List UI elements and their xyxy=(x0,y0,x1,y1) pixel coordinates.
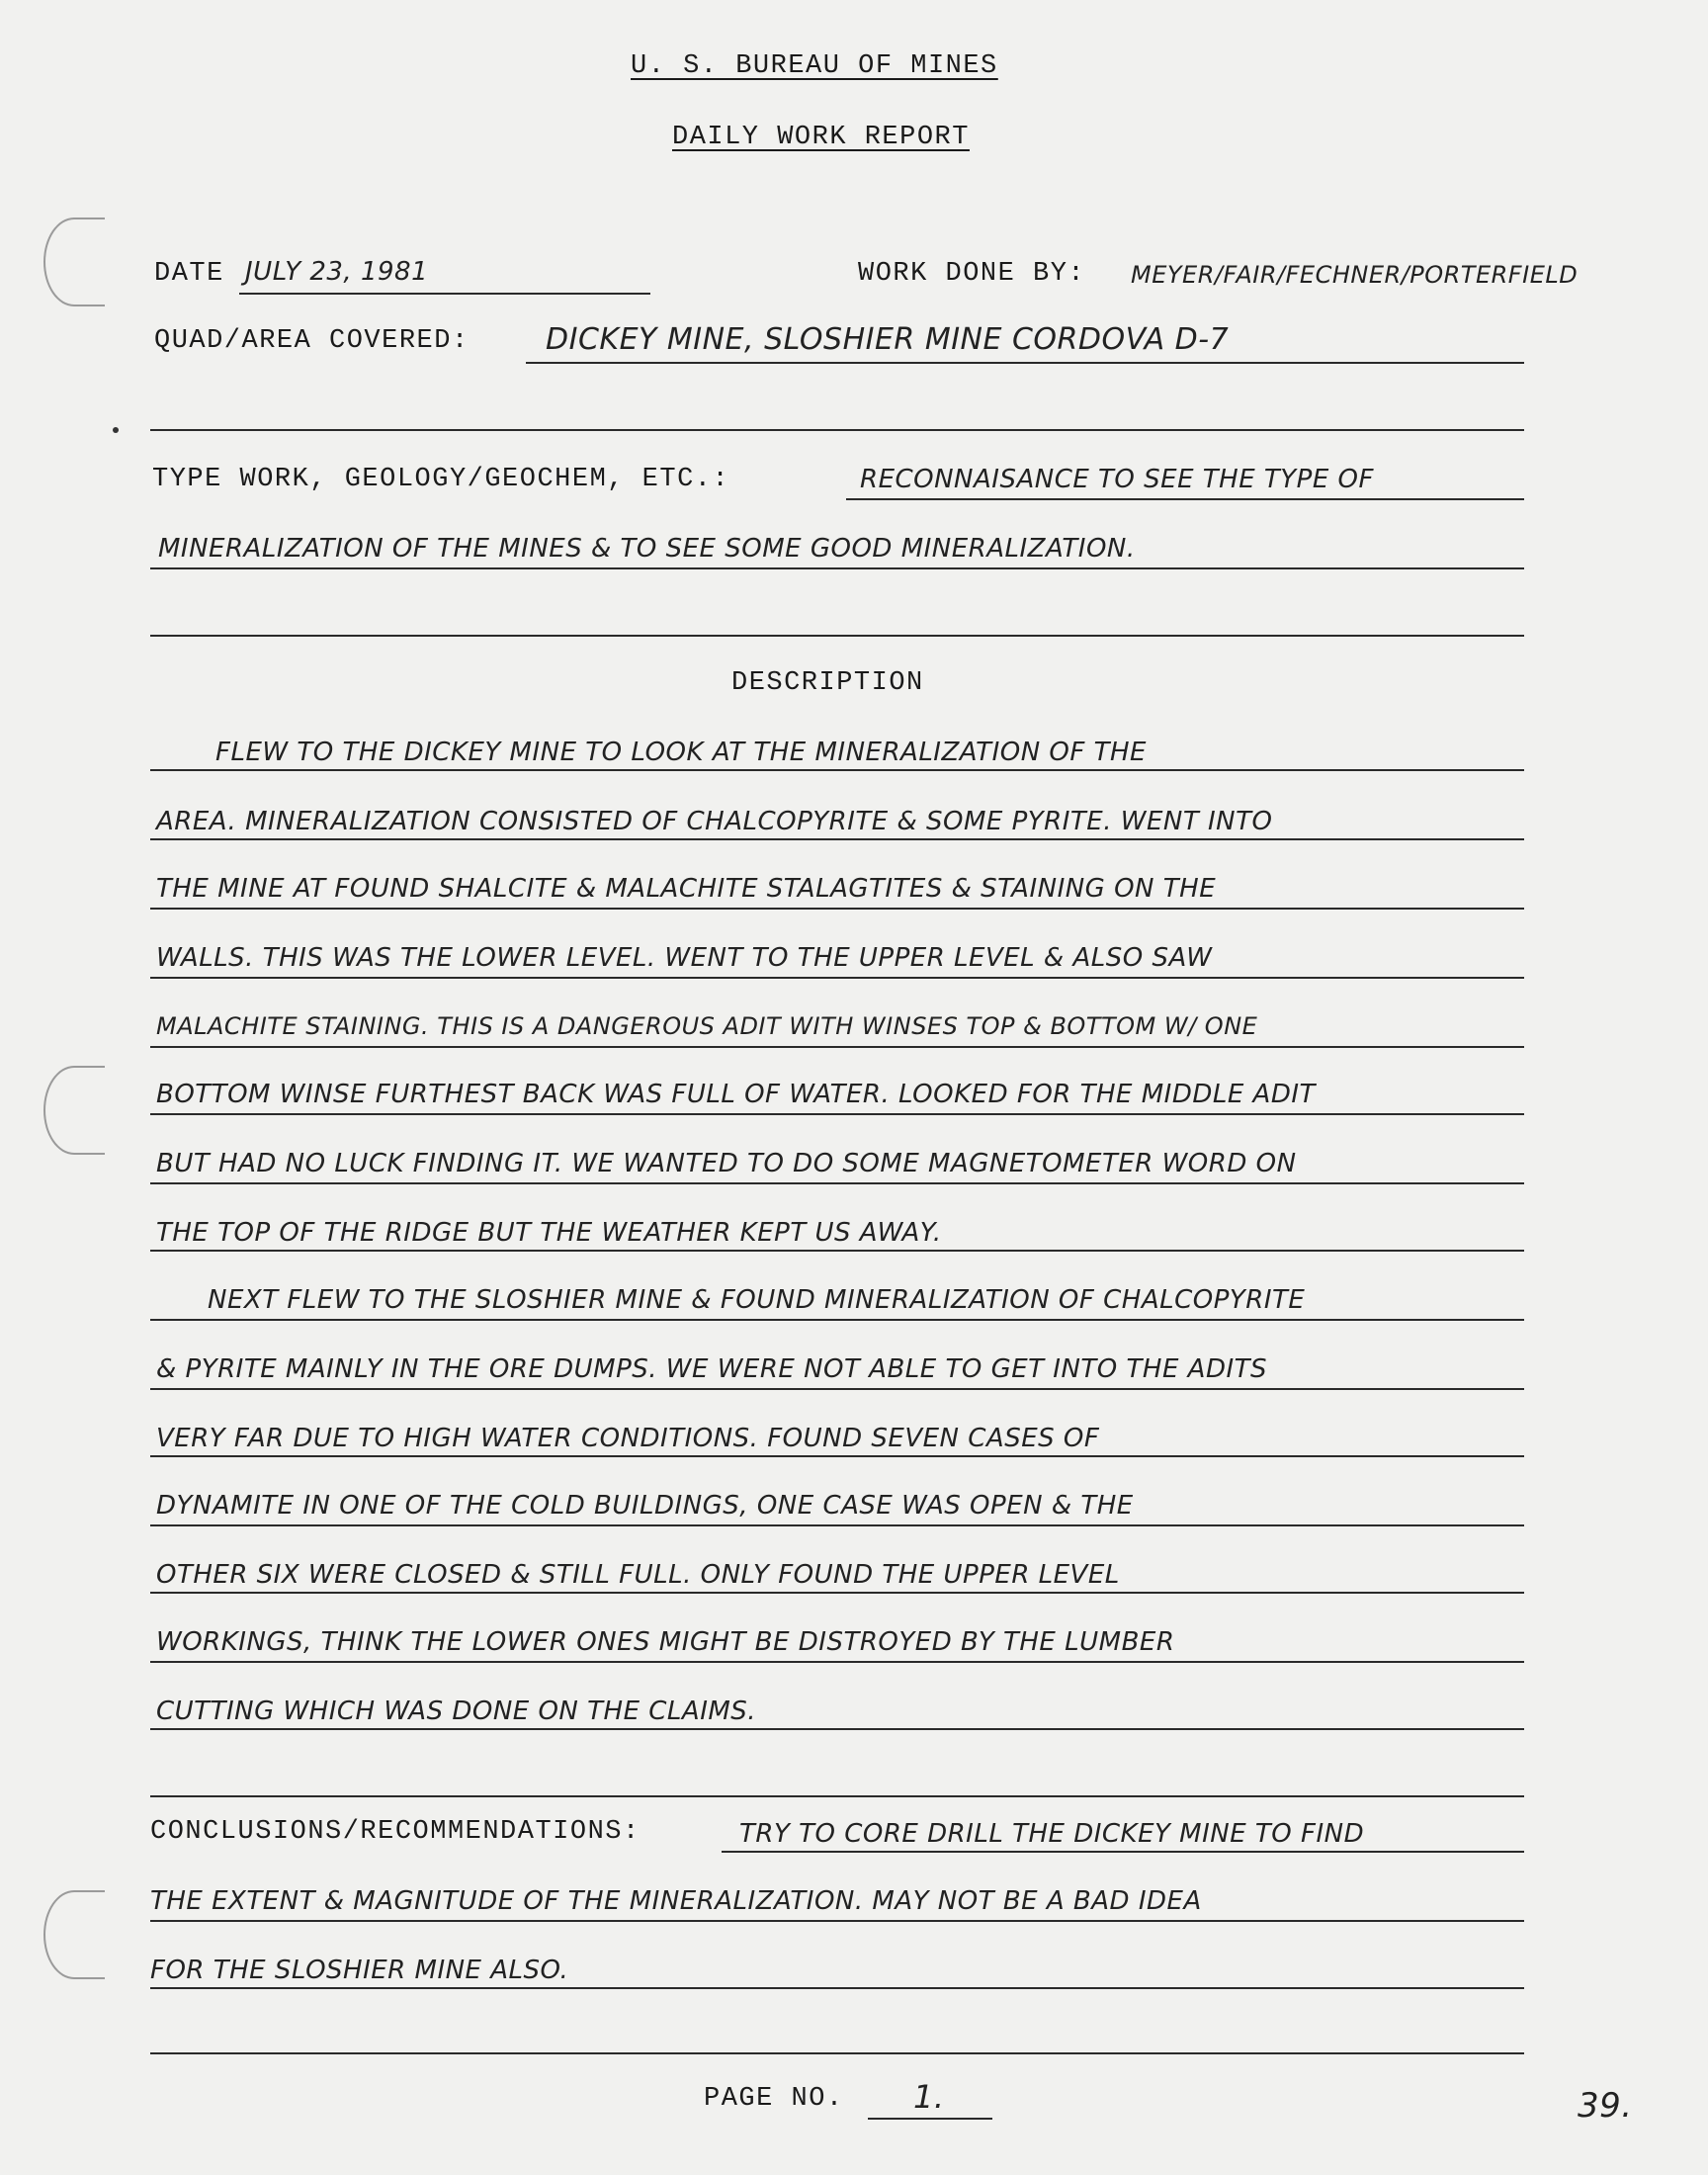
description-rule xyxy=(150,977,1524,979)
page-number-value: 1. xyxy=(913,2078,945,2116)
type-work-line-2: MINERALIZATION OF THE MINES & TO SEE SOME GOOD MINERALIZATION. xyxy=(158,534,1136,564)
conclusions-rule xyxy=(722,1851,1524,1853)
hole-punch-bottom xyxy=(43,1890,105,1979)
description-line: OTHER SIX WERE CLOSED & STILL FULL. ONLY FOUND THE UPPER LEVEL xyxy=(156,1560,1120,1590)
hole-punch-middle xyxy=(43,1066,105,1155)
conclusions-rule-blank xyxy=(150,2052,1524,2054)
description-line: WALLS. THIS WAS THE LOWER LEVEL. WENT TO THE UPPER LEVEL & ALSO SAW xyxy=(156,943,1213,973)
description-rule xyxy=(150,1728,1524,1730)
description-rule xyxy=(150,1592,1524,1594)
description-line: AREA. MINERALIZATION CONSISTED OF CHALCOPYRITE & SOME PYRITE. WENT INTO xyxy=(156,807,1273,836)
description-rule xyxy=(150,769,1524,771)
work-done-by-label: WORK DONE BY: xyxy=(858,259,1086,289)
description-line: WORKINGS, THINK THE LOWER ONES MIGHT BE DISTROYED BY THE LUMBER xyxy=(156,1627,1175,1657)
date-value: JULY 23, 1981 xyxy=(245,257,429,287)
description-rule xyxy=(150,908,1524,910)
conclusions-line: FOR THE SLOSHIER MINE ALSO. xyxy=(150,1956,569,1985)
description-rule xyxy=(150,1524,1524,1526)
quad-label: QUAD/AREA COVERED: xyxy=(154,326,470,356)
conclusions-rule xyxy=(150,1920,1524,1922)
description-line: NEXT FLEW TO THE SLOSHIER MINE & FOUND MINERALIZATION OF CHALCOPYRITE xyxy=(208,1285,1306,1315)
description-rule xyxy=(150,838,1524,840)
description-line: THE TOP OF THE RIDGE BUT THE WEATHER KEPT US AWAY. xyxy=(156,1218,942,1248)
type-work-rule-1 xyxy=(846,498,1524,500)
description-rule xyxy=(150,1046,1524,1048)
description-rule-blank xyxy=(150,1795,1524,1797)
conclusions-label: CONCLUSIONS/RECOMMENDATIONS: xyxy=(150,1817,640,1847)
sheet-number: 39. xyxy=(1578,2086,1633,2126)
description-line: CUTTING WHICH WAS DONE ON THE CLAIMS. xyxy=(156,1696,757,1726)
description-line: BOTTOM WINSE FURTHEST BACK WAS FULL OF WATER. LOOKED FOR THE MIDDLE ADIT xyxy=(156,1080,1316,1109)
description-line: FLEW TO THE DICKEY MINE TO LOOK AT THE MINERALIZATION OF THE xyxy=(215,738,1147,767)
description-rule xyxy=(150,1250,1524,1252)
quad-rule xyxy=(526,362,1524,364)
description-rule xyxy=(150,1388,1524,1390)
type-work-label: TYPE WORK, GEOLOGY/GEOCHEM, ETC.: xyxy=(152,465,730,494)
stray-mark xyxy=(113,427,119,433)
conclusions-line: THE EXTENT & MAGNITUDE OF THE MINERALIZATION. MAY NOT BE A BAD IDEA xyxy=(150,1886,1202,1916)
description-rule xyxy=(150,1182,1524,1184)
agency-title: U. S. BUREAU OF MINES xyxy=(631,51,998,81)
page-number-rule xyxy=(868,2118,992,2120)
type-work-rule-2 xyxy=(150,567,1524,569)
quad-value: DICKEY MINE, SLOSHIER MINE CORDOVA D-7 xyxy=(546,322,1230,357)
quad-rule-2 xyxy=(150,429,1524,431)
description-line: & PYRITE MAINLY IN THE ORE DUMPS. WE WERE NOT ABLE TO GET INTO THE ADITS xyxy=(156,1354,1268,1384)
description-line: THE MINE AT FOUND SHALCITE & MALACHITE STALAGTITES & STAINING ON THE xyxy=(156,874,1217,904)
type-work-rule-3 xyxy=(150,635,1524,637)
description-line: VERY FAR DUE TO HIGH WATER CONDITIONS. FOUND SEVEN CASES OF xyxy=(156,1424,1100,1453)
page-number-label: PAGE NO. xyxy=(704,2084,844,2114)
work-done-by-value: MEYER/FAIR/FECHNER/PORTERFIELD xyxy=(1131,261,1579,289)
date-rule xyxy=(239,293,650,295)
form-title: DAILY WORK REPORT xyxy=(672,123,970,152)
conclusions-line: TRY TO CORE DRILL THE DICKEY MINE TO FIND xyxy=(739,1819,1365,1849)
conclusions-rule xyxy=(150,1987,1524,1989)
description-heading: DESCRIPTION xyxy=(731,668,924,698)
description-rule xyxy=(150,1113,1524,1115)
description-line: DYNAMITE IN ONE OF THE COLD BUILDINGS, ONE CASE WAS OPEN & THE xyxy=(156,1491,1134,1521)
description-rule xyxy=(150,1319,1524,1321)
description-line: MALACHITE STAINING. THIS IS A DANGEROUS ADIT WITH WINSES TOP & BOTTOM W/ ONE xyxy=(156,1012,1258,1040)
type-work-line-1: RECONNAISANCE TO SEE THE TYPE OF xyxy=(860,465,1374,494)
date-label: DATE xyxy=(154,259,224,289)
description-rule xyxy=(150,1661,1524,1663)
description-rule xyxy=(150,1455,1524,1457)
hole-punch-top xyxy=(43,218,105,306)
description-line: BUT HAD NO LUCK FINDING IT. WE WANTED TO DO SOME MAGNETOMETER WORD ON xyxy=(156,1149,1297,1178)
